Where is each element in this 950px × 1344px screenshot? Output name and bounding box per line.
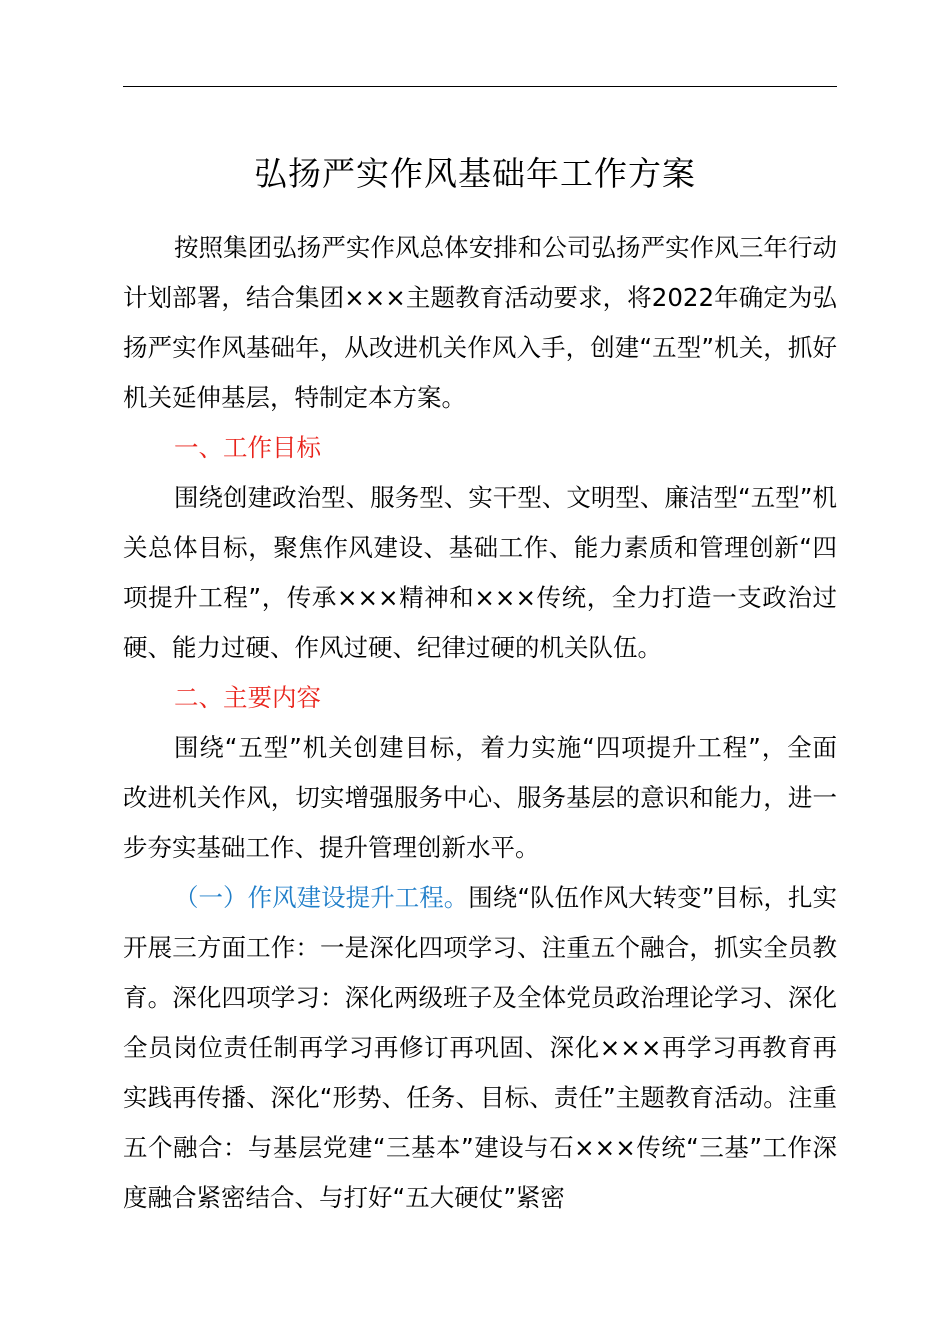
section-heading-content: 二、主要内容 [174, 683, 321, 712]
document-body [123, 223, 837, 1223]
document-title: 弘扬严实作风基础年工作方案 [254, 154, 696, 193]
subsection-heading-style: （一）作风建设提升工程。 [174, 883, 469, 912]
goals-paragraph: 围绕创建政治型、服务型、实干型、文明型、廉洁型“五型”机关总体目标，聚焦作风建设、基础工作、能力素质和管理创新“四项提升工程”，传承×××精神和×××传统，全力打造一支政治过硬、能力过硬、作风过硬、纪律过硬的机关队伍。 [123, 483, 837, 662]
subsection-text: 围绕“队伍作风大转变”目标，扎实开展三方面工作：一是深化四项学习、注重五个融合，抓实全员教育。深化四项学习：深化两级班子及全体党员政治理论学习、深化全员岗位责任制再学习再修订再巩固、深化×××再学习再教育再实践再传播、深化“形势、任务、目标、责任”主题教育活动。注重五个融合：与基层党建“三基本”建设与石×××传统“三基”工作深度融合紧密结合、与打好“五大硬仗”紧密 [123, 883, 838, 1212]
section-heading-goals: 一、工作目标 [174, 433, 321, 462]
intro-paragraph: 按照集团弘扬严实作风总体安排和公司弘扬严实作风三年行动计划部署，结合集团×××主题教育活动要求，将2022年确定为弘扬严实作风基础年，从改进机关作风入手，创建“五型”机关，抓好机关延伸基层，特制定本方案。 [123, 233, 837, 412]
header-rule [123, 86, 837, 87]
content-paragraph: 围绕“五型”机关创建目标，着力实施“四项提升工程”，全面改进机关作风，切实增强服务中心、服务基层的意识和能力，进一步夯实基础工作、提升管理创新水平。 [123, 733, 837, 862]
subsection-paragraph [123, 873, 837, 1223]
